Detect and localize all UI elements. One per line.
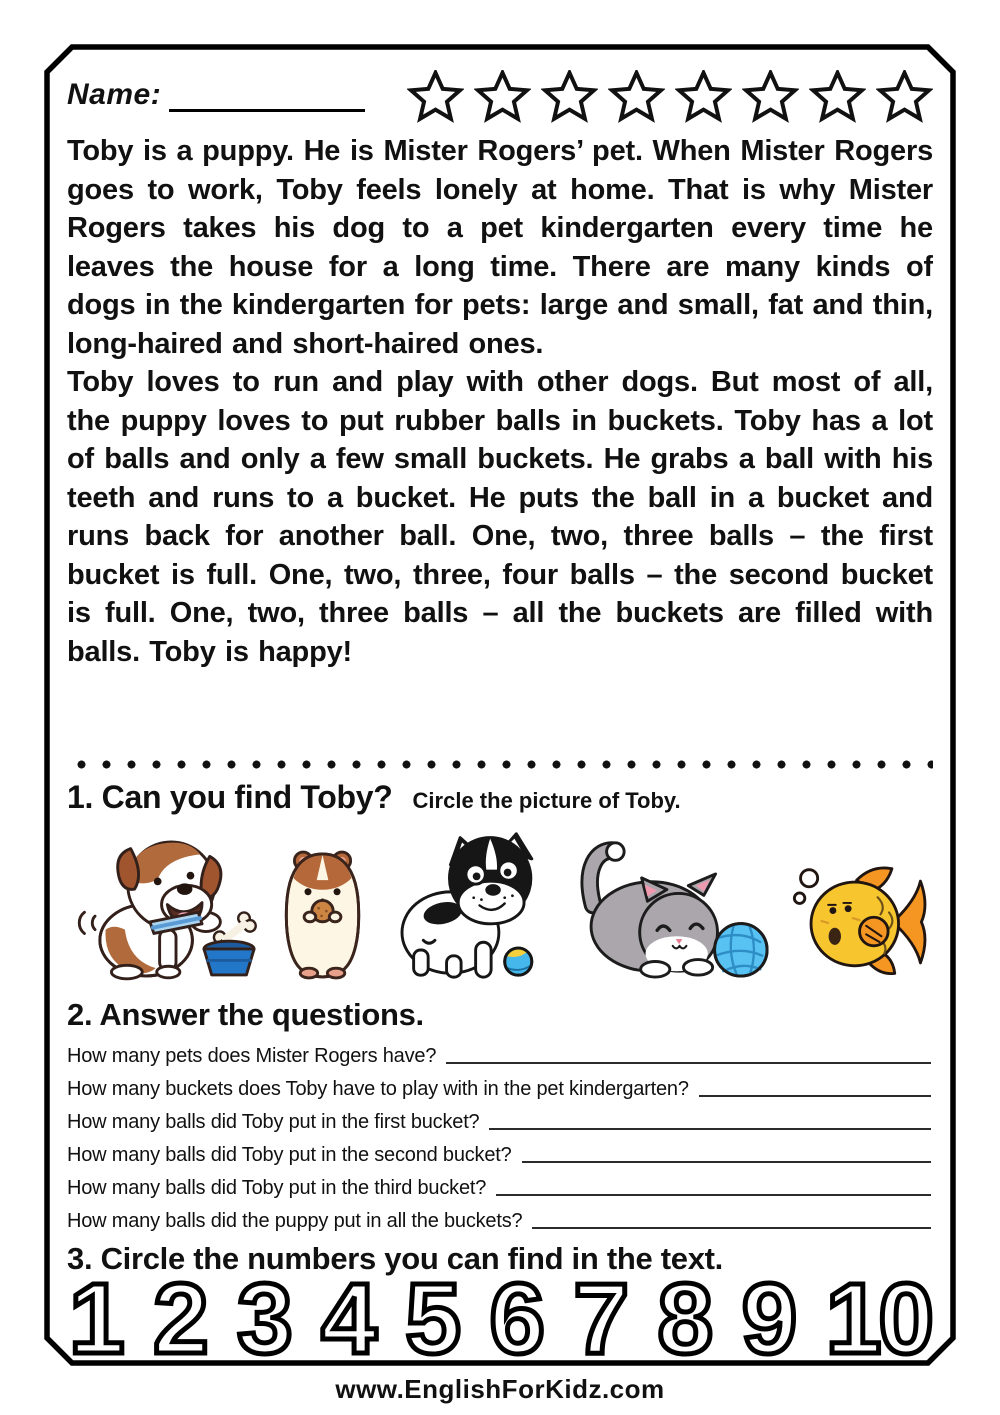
dotted-divider	[67, 760, 933, 769]
footer-website[interactable]: www.EnglishForKidz.com	[335, 1374, 665, 1404]
answer-line[interactable]	[446, 1062, 931, 1064]
question-row	[67, 1068, 933, 1101]
answer-line[interactable]	[522, 1161, 931, 1163]
number-option-6[interactable]: 6	[489, 1263, 543, 1366]
cat-image[interactable]	[558, 835, 770, 981]
star-icon	[675, 70, 732, 126]
number-option-3[interactable]: 3	[237, 1263, 290, 1366]
star-icon	[474, 70, 531, 126]
name-label: Name:	[67, 78, 162, 111]
footer	[0, 1374, 1000, 1405]
star-icon	[541, 70, 598, 126]
passage-paragraph-2: Toby loves to run and play with other dogs. But most of all, the puppy loves to put rubber balls in buckets. Toby has a lot of balls and only a few small buckets. He grabs a ball with his teeth and runs to a bucket. He puts the ball in a bucket and runs back for another ball. One, two, three balls – the first bucket is full. One, two, three, four balls – the second bucket is full. One, two, three balls – all the buckets are filled with balls. Toby is happy!	[67, 366, 933, 668]
name-block	[67, 68, 365, 112]
section1-title: 1. Can you find Toby?	[67, 779, 393, 815]
number-option-5[interactable]: 5	[405, 1263, 458, 1366]
question-row	[67, 1200, 933, 1233]
sheet-content	[44, 44, 956, 1366]
question-row	[67, 1035, 933, 1068]
section3-title: 3. Circle the numbers you can find in the text.	[67, 1241, 723, 1276]
star-icon	[876, 70, 933, 126]
fish-image[interactable]	[790, 863, 931, 981]
question-label: How many pets does Mister Rogers have?	[67, 1045, 437, 1067]
number-option-8[interactable]: 8	[657, 1263, 711, 1366]
section1-instruction: Circle the picture of Toby.	[412, 788, 681, 813]
numbers-row	[67, 1263, 933, 1366]
star-icon	[407, 70, 464, 126]
star-icon	[608, 70, 665, 126]
header-row	[67, 68, 933, 126]
answer-line[interactable]	[489, 1128, 931, 1130]
number-option-2[interactable]: 2	[153, 1263, 206, 1366]
answer-line[interactable]	[496, 1194, 931, 1196]
answer-line[interactable]	[532, 1227, 931, 1229]
star-icon	[809, 70, 866, 126]
question-label: How many balls did Toby put in the first bucket?	[67, 1111, 480, 1133]
puppy-image[interactable]	[69, 831, 257, 981]
number-option-4[interactable]: 4	[321, 1263, 374, 1366]
questions-list	[67, 1035, 933, 1233]
question-label: How many balls did Toby put in the second bucket?	[67, 1144, 512, 1166]
answer-line[interactable]	[699, 1095, 931, 1097]
bulldog-image[interactable]	[389, 826, 539, 981]
number-option-10[interactable]: 10	[825, 1263, 931, 1366]
question-row	[67, 1134, 933, 1167]
star-rating-row	[407, 68, 933, 126]
section1-heading	[67, 779, 933, 821]
question-label: How many buckets does Toby have to play with in the pet kindergarten?	[67, 1078, 689, 1100]
number-option-7[interactable]: 7	[573, 1263, 627, 1366]
name-input-line[interactable]	[169, 79, 365, 112]
question-row	[67, 1101, 933, 1134]
passage-paragraph-1: Toby is a puppy. He is Mister Rogers’ pet. When Mister Rogers goes to work, Toby feels lonely at home. That is why Mister Rogers takes his dog to a pet kindergarten every time he leaves the house for a long time. There are many kinds of dogs in the kindergarten for pets: large and small, fat and thin, long-haired and short-haired ones.	[67, 135, 933, 360]
hamster-image[interactable]	[277, 847, 369, 981]
number-option-9[interactable]: 9	[741, 1263, 795, 1366]
reading-passage	[67, 132, 933, 748]
animal-choices-row	[67, 829, 933, 981]
question-label: How many balls did the puppy put in all the buckets?	[67, 1210, 523, 1232]
question-row	[67, 1167, 933, 1200]
number-option-1[interactable]: 1	[69, 1263, 122, 1366]
section2-title: 2. Answer the questions.	[67, 997, 424, 1032]
question-label: How many balls did Toby put in the third bucket?	[67, 1177, 487, 1199]
star-icon	[742, 70, 799, 126]
